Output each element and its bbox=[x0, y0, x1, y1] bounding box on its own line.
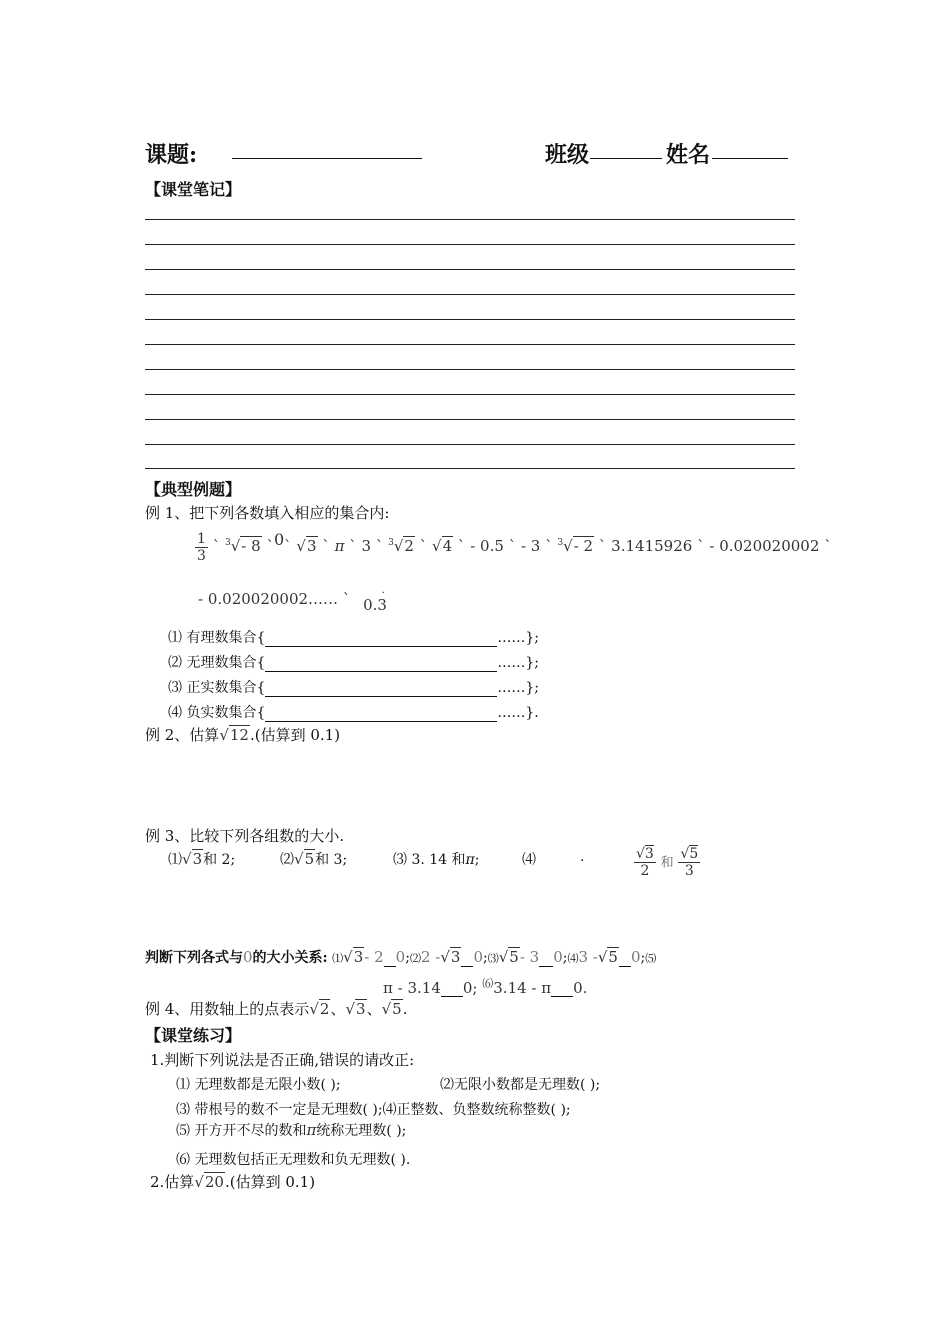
sqrt3: √3 bbox=[296, 537, 317, 555]
note-line[interactable] bbox=[145, 394, 795, 395]
sqrt5: √5 bbox=[381, 1000, 402, 1018]
note-line[interactable] bbox=[145, 219, 795, 220]
separator: ` bbox=[508, 537, 517, 555]
answer-blank[interactable] bbox=[539, 966, 553, 967]
answer-blank[interactable] bbox=[265, 671, 497, 672]
ex2: 例 2、估算√12.(估算到 0.1) bbox=[145, 726, 341, 744]
answer-blank[interactable] bbox=[461, 966, 473, 967]
note-line[interactable] bbox=[145, 294, 795, 295]
practice-q1: 1.判断下列说法是否正确,错误的请改正: bbox=[150, 1051, 415, 1069]
answer-blank[interactable] bbox=[265, 696, 497, 697]
sqrt20: √20 bbox=[194, 1173, 224, 1191]
neg-half: - 0.5 bbox=[470, 537, 504, 555]
set-irrational: ⑵ 无理数集合{ ……}; bbox=[168, 655, 539, 671]
sqrt3: √3 bbox=[440, 948, 461, 966]
ex3-part4: ⑷ bbox=[522, 852, 536, 868]
note-line[interactable] bbox=[145, 468, 795, 469]
note-line[interactable] bbox=[145, 269, 795, 270]
ex3-part3: ⑶ 3. 14 和π; bbox=[393, 852, 480, 868]
cbrt-index: 3 bbox=[224, 538, 231, 548]
sqrt12: √12 bbox=[219, 726, 249, 744]
cbrt2: √2 bbox=[393, 537, 414, 555]
pi: π bbox=[465, 852, 475, 868]
ex3-fractions bbox=[634, 846, 700, 879]
set-positive-real: ⑶ 正实数集合{ ……}; bbox=[168, 680, 539, 696]
answer-blank[interactable] bbox=[265, 721, 497, 722]
examples-heading: 【典型例题】 bbox=[145, 480, 242, 499]
separator: ` bbox=[419, 537, 428, 555]
cbrt-neg8: √- 8 bbox=[230, 537, 261, 555]
practice-q1-a: ⑴ 无理数都是无限小数( ); bbox=[176, 1077, 341, 1093]
three: 3 bbox=[361, 537, 372, 555]
cbrt-index: 3 bbox=[388, 538, 394, 548]
sqrt5: √5 bbox=[498, 948, 519, 966]
infinite-decimal: - 0.020020002…… bbox=[198, 590, 339, 608]
note-line[interactable] bbox=[145, 344, 795, 345]
sqrt4: √4 bbox=[432, 537, 453, 555]
answer-blank[interactable] bbox=[441, 996, 463, 997]
pi-approx: 3.1415926 bbox=[611, 537, 693, 555]
set-negative-real: ⑷ 负实数集合{ ……}. bbox=[168, 705, 539, 721]
finite-decimal: - 0.020020002 bbox=[709, 537, 820, 555]
repeating-decimal: 0.3 · bbox=[363, 588, 387, 614]
ex3-part2: ⑵√5和 3; bbox=[280, 850, 348, 868]
judge-line1: 判断下列各式与0的大小关系: ⑴√3- 2 0;⑵2 -√3 0;⑶√5- 3 0;⑷3 -√5 0;⑸ bbox=[145, 948, 657, 966]
sqrt3: √3 bbox=[345, 1000, 366, 1018]
separator: ` bbox=[545, 537, 553, 555]
name-blank[interactable] bbox=[712, 140, 788, 159]
fraction-one-third: $\frac{1}{3}$ bbox=[197, 530, 206, 564]
note-line[interactable] bbox=[145, 244, 795, 245]
practice-q1-b: ⑵无限小数都是无理数( ); bbox=[440, 1077, 601, 1093]
note-line[interactable] bbox=[145, 369, 795, 370]
sqrt3: √3 bbox=[182, 850, 203, 868]
name-label: 姓名 bbox=[666, 142, 711, 168]
answer-blank[interactable] bbox=[265, 646, 497, 647]
sqrt2: √2 bbox=[309, 1000, 330, 1018]
answer-blank[interactable] bbox=[619, 966, 631, 967]
note-line[interactable] bbox=[145, 419, 795, 420]
separator: ` bbox=[375, 537, 384, 555]
sqrt5: √5 bbox=[597, 948, 618, 966]
separator: ` bbox=[697, 537, 705, 555]
separator: ` bbox=[284, 537, 292, 555]
ex1-prompt: 例 1、把下列各数填入相应的集合内: bbox=[145, 504, 390, 522]
and-word: 和 bbox=[660, 855, 674, 871]
sqrt5-over-3: $\frac{√5}{3}$ bbox=[680, 846, 699, 879]
zero: 0 bbox=[273, 530, 285, 549]
note-line[interactable] bbox=[145, 319, 795, 320]
sqrt3: √3 bbox=[343, 948, 364, 966]
separator: ` bbox=[342, 590, 351, 608]
separator: ` bbox=[824, 537, 832, 555]
class-blank[interactable] bbox=[590, 140, 662, 159]
separator: ` bbox=[457, 537, 466, 555]
ex1-numbers-line1 bbox=[195, 530, 832, 574]
cbrt-neg2: √- 2 bbox=[563, 537, 594, 555]
topic-label: 课题: bbox=[145, 142, 198, 168]
ex3-prompt: 例 3、比较下列各组数的大小. bbox=[145, 827, 345, 845]
ex4: 例 4、用数轴上的点表示√2、√3、√5. bbox=[145, 1000, 408, 1018]
judge-line2: π - 3.14 0; ⑹3.14 - π 0. bbox=[383, 977, 588, 997]
separator: ` bbox=[598, 537, 607, 555]
separator: ` bbox=[266, 537, 274, 555]
sqrt3-over-2: $\frac{√3}{2}$ bbox=[636, 846, 654, 879]
pi: π bbox=[334, 537, 345, 555]
separator: ` bbox=[349, 537, 357, 555]
set-rational: ⑴ 有理数集合{ ……}; bbox=[168, 630, 539, 646]
answer-blank[interactable] bbox=[384, 966, 396, 967]
sqrt5: √5 bbox=[294, 850, 315, 868]
note-line[interactable] bbox=[145, 444, 795, 445]
separator: ` bbox=[212, 537, 221, 555]
cbrt-index: 3 bbox=[557, 538, 564, 548]
separator: ` bbox=[322, 537, 330, 555]
answer-blank[interactable] bbox=[551, 996, 573, 997]
practice-q1-e: ⑹ 无理数包括正无理数和负无理数( ). bbox=[176, 1152, 411, 1168]
ex1-numbers-line2 bbox=[198, 588, 387, 614]
class-label: 班级 bbox=[545, 142, 590, 168]
ex3-part4-dot: . bbox=[580, 849, 585, 865]
practice-q1-d: ⑸ 开方开不尽的数和π统称无理数( ); bbox=[176, 1121, 407, 1139]
topic-blank[interactable] bbox=[232, 140, 422, 159]
ex3-part1: ⑴√3和 2; bbox=[168, 850, 236, 868]
neg-three: - 3 bbox=[520, 537, 541, 555]
practice-heading: 【课堂练习】 bbox=[145, 1026, 242, 1045]
practice-q1-c: ⑶ 带根号的数不一定是无理数( );⑷正整数、负整数统称整数( ); bbox=[176, 1102, 571, 1118]
practice-q2: 2.估算√20.(估算到 0.1) bbox=[150, 1173, 316, 1191]
notes-heading: 【课堂笔记】 bbox=[145, 180, 242, 199]
